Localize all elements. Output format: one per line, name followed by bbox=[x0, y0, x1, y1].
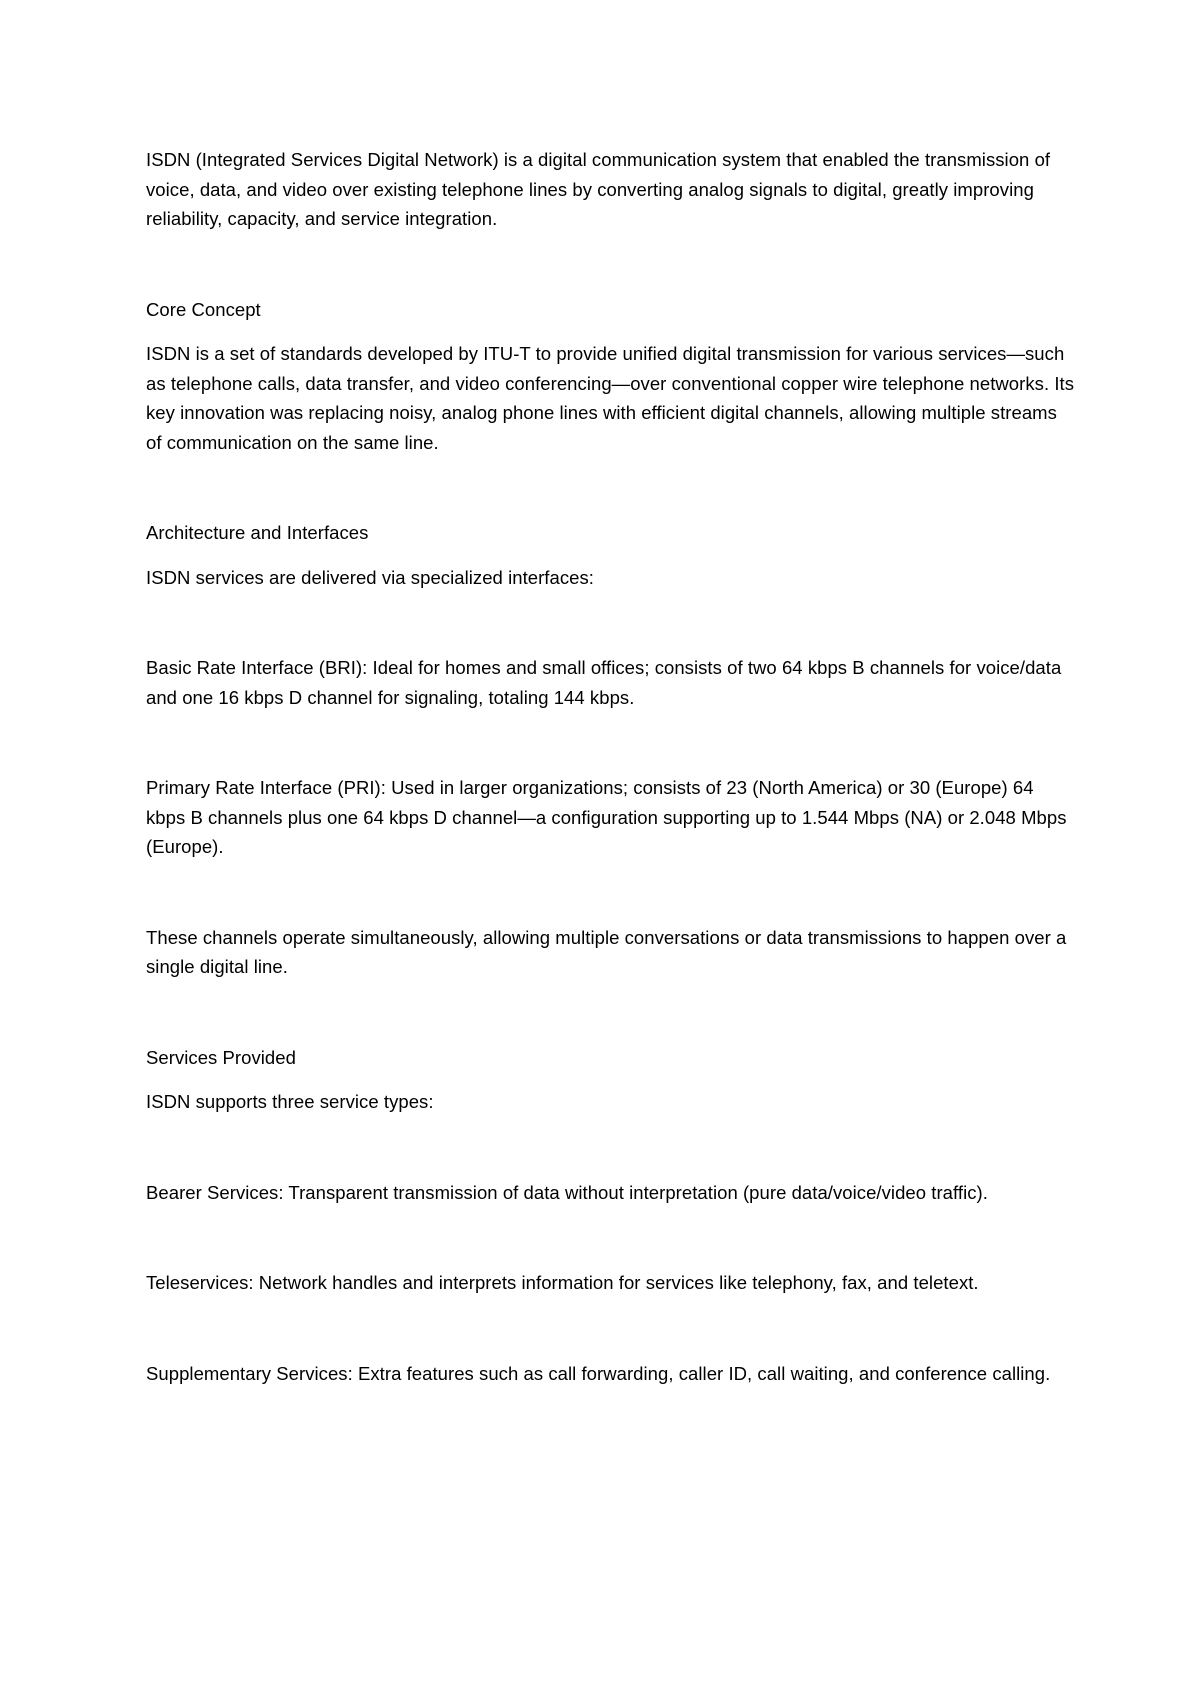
services-heading: Services Provided bbox=[146, 1046, 296, 1068]
document-body bbox=[146, 145, 1076, 1388]
supplementary-services-paragraph: Supplementary Services: Extra features such as call forwarding, caller ID, call waiting, and conference calling. bbox=[146, 1362, 1051, 1384]
bri-paragraph: Basic Rate Interface (BRI): Ideal for homes and small offices; consists of two 64 kbps B channels for voice/data and one 16 kbps D channel for signaling, totaling 144 kbps. bbox=[146, 657, 1062, 708]
channels-note-paragraph: These channels operate simultaneously, allowing multiple conversations or data transmissions to happen over a single digital line. bbox=[146, 926, 1067, 977]
core-concept-paragraph: ISDN is a set of standards developed by ITU-T to provide unified digital transmission for various services—such as telephone calls, data transfer, and video conferencing—over conventional copper wire telephone networks. Its key innovation was replacing noisy, analog phone lines with efficient digital channels, allowing multiple streams of communication on the same line. bbox=[146, 343, 1075, 453]
teleservices-paragraph: Teleservices: Network handles and interprets information for services like telephony, fax, and teletext. bbox=[146, 1272, 979, 1293]
intro-paragraph: ISDN (Integrated Services Digital Network) is a digital communication system that enabled the transmission of voice, data, and video over existing telephone lines by converting analog signals to digital, greatly improving reliability, capacity, and service integration. bbox=[146, 149, 1051, 229]
services-intro: ISDN supports three service types: bbox=[146, 1091, 434, 1112]
core-concept-heading: Core Concept bbox=[146, 298, 261, 320]
pri-paragraph: Primary Rate Interface (PRI): Used in larger organizations; consists of 23 (North America) or 30 (Europe) 64 kbps B channels plus one 64 kbps D channel—a configuration supporting up to 1.544 Mbps (NA) or 2.048 Mbps (Europe). bbox=[146, 777, 1067, 857]
bearer-services-paragraph: Bearer Services: Transparent transmission of data without interpretation (pure data/voice/video traffic). bbox=[146, 1181, 988, 1203]
architecture-heading: Architecture and Interfaces bbox=[146, 522, 369, 543]
architecture-intro: ISDN services are delivered via specialized interfaces: bbox=[146, 566, 594, 588]
